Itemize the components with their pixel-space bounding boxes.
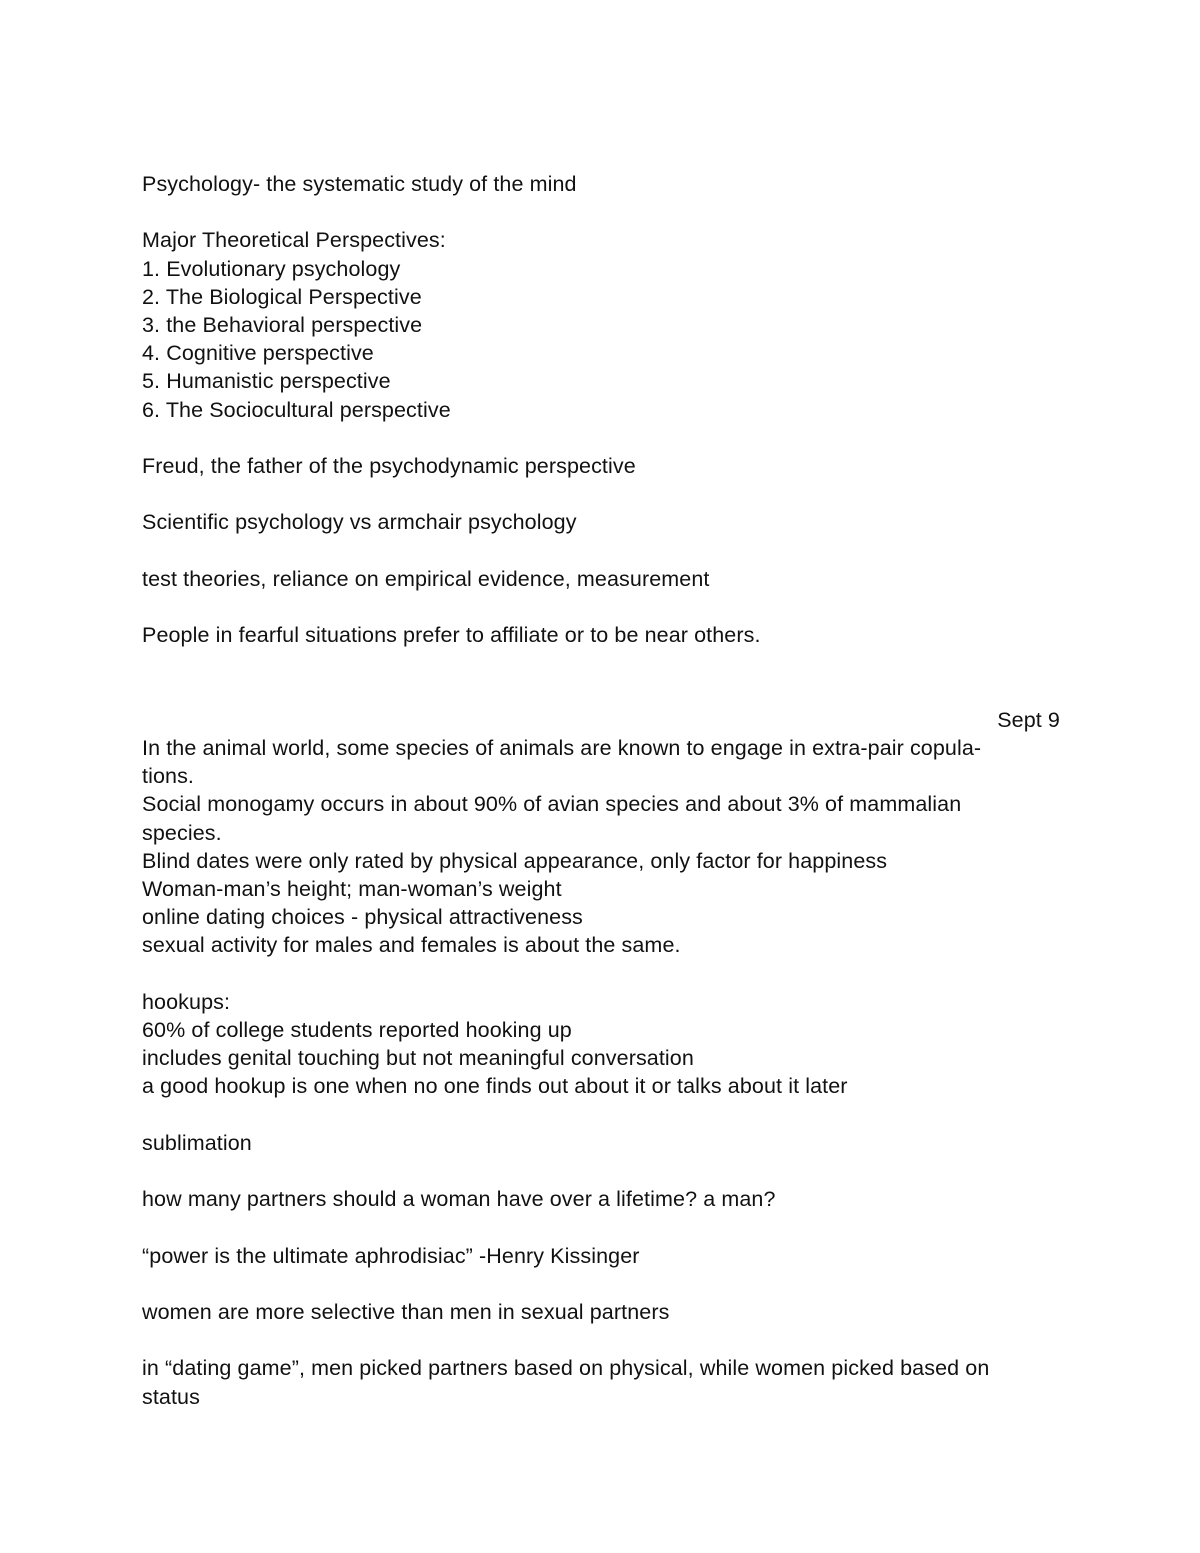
spacer <box>142 1101 1062 1129</box>
spacer <box>142 198 1062 226</box>
spacer <box>142 1326 1062 1354</box>
sept9-line: sexual activity for males and females is about the same. <box>142 933 681 958</box>
hookups-heading: hookups: <box>142 989 231 1014</box>
spacer <box>142 1213 1062 1241</box>
scientific-note: Scientific psychology vs armchair psychology <box>142 510 577 535</box>
sept9-line: Social monogamy occurs in about 90% of avian species and about 3% of mammalian <box>142 792 962 817</box>
perspective-item: 5. Humanistic perspective <box>142 369 391 394</box>
sept9-line: Woman-man’s height; man-woman’s weight <box>142 876 562 901</box>
spacer <box>142 1270 1062 1298</box>
fearful-situations-note: People in fearful situations prefer to affiliate or to be near others. <box>142 623 761 648</box>
perspective-item: 3. the Behavioral perspective <box>142 313 423 337</box>
perspective-item: 4. Cognitive perspective <box>142 341 374 366</box>
perspectives-heading: Major Theoretical Perspectives: <box>142 228 446 253</box>
hookups-line: 60% of college students reported hooking up <box>142 1017 572 1042</box>
sept9-line: online dating choices - physical attractiveness <box>142 905 583 930</box>
spacer <box>142 593 1062 621</box>
spacer <box>142 649 1062 705</box>
hookups-line: a good hookup is one when no one finds out about it or talks about it later <box>142 1074 848 1099</box>
freud-note: Freud, the father of the psychodynamic perspective <box>142 454 636 478</box>
spacer <box>142 1157 1062 1185</box>
notes-body <box>142 170 1062 1411</box>
selectivity-note: women are more selective than men in sexual partners <box>142 1299 670 1324</box>
dating-game-note-cont: status <box>142 1384 200 1409</box>
test-theories-note: test theories, reliance on empirical evidence, measurement <box>142 566 710 591</box>
sept9-line: In the animal world, some species of animals are known to engage in extra-pair copula- <box>142 735 982 760</box>
psychology-definition: Psychology- the systematic study of the mind <box>142 172 577 196</box>
sept9-line: Blind dates were only rated by physical appearance, only factor for happiness <box>142 848 888 873</box>
partners-question: how many partners should a woman have over a lifetime? a man? <box>142 1187 776 1212</box>
perspective-item: 2. The Biological Perspective <box>142 284 422 309</box>
sublimation-note: sublimation <box>142 1130 252 1155</box>
perspective-item: 6. The Sociocultural perspective <box>142 397 451 422</box>
spacer <box>142 424 1062 452</box>
dating-game-note: in “dating game”, men picked partners based on physical, while women picked based on <box>142 1356 990 1381</box>
kissinger-quote: “power is the ultimate aphrodisiac” -Henry Kissinger <box>142 1243 640 1268</box>
spacer <box>142 537 1062 565</box>
date-heading: Sept 9 <box>997 707 1060 732</box>
perspective-item: 1. Evolutionary psychology <box>142 256 401 281</box>
sept9-line: tions. <box>142 764 194 789</box>
spacer <box>142 480 1062 508</box>
sept9-line: species. <box>142 820 222 845</box>
hookups-line: includes genital touching but not meaningful conversation <box>142 1046 694 1071</box>
spacer <box>142 960 1062 988</box>
